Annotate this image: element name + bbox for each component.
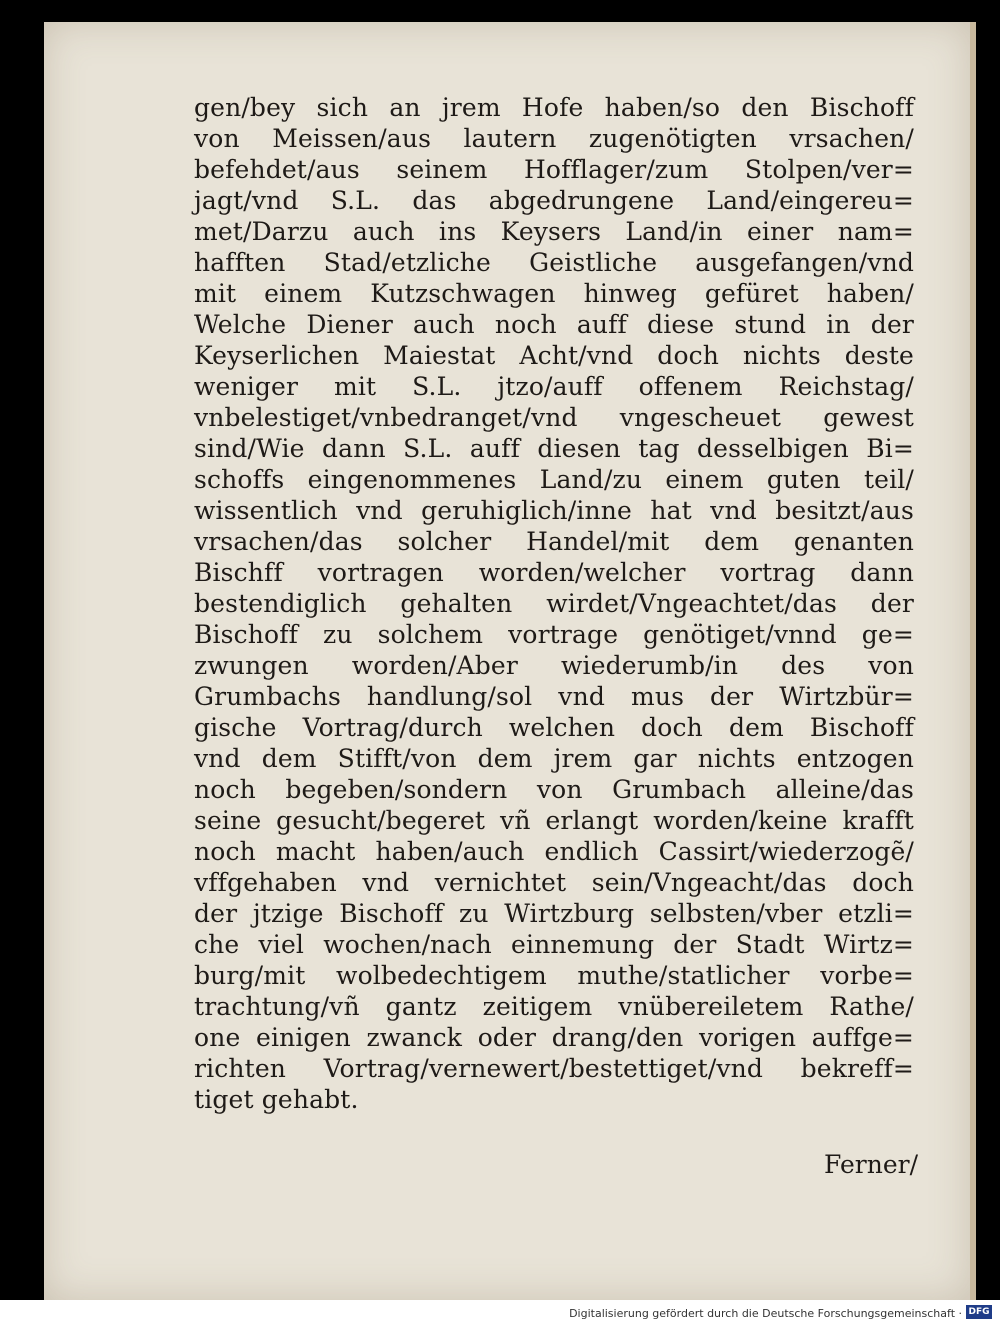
page-text-block (194, 92, 914, 1115)
text-line: jagt/vnd S.L. das abgedrungene Land/eingereu= (194, 186, 914, 215)
text-line: trachtung/vñ gantz zeitigem vnübereiletem Rathe/ (194, 992, 914, 1021)
footer-bar (0, 1300, 1000, 1326)
text-line: vrsachen/das solcher Handel/mit dem genanten (194, 527, 914, 556)
text-line: befehdet/aus seinem Hofflager/zum Stolpen/ver= (194, 155, 914, 184)
text-line: der jtzige Bischoff zu Wirtzburg selbsten/vber etzli= (194, 899, 914, 928)
text-line: sind/Wie dann S.L. auff diesen tag desselbigen Bi= (194, 434, 914, 463)
text-line: Bischoff zu solchem vortrage genötiget/vnnd ge= (194, 620, 914, 649)
text-line: gen/bey sich an jrem Hofe haben/so den Bischoff (194, 93, 914, 122)
text-line: vffgehaben vnd vernichtet sein/Vngeacht/das doch (194, 868, 914, 897)
book-page (44, 22, 976, 1300)
funding-credit: Digitalisierung gefördert durch die Deutsche Forschungsgemeinschaft · (569, 1307, 962, 1320)
text-line: one einigen zwanck oder drang/den vorigen auffge= (194, 1023, 914, 1052)
text-line: vnd dem Stifft/von dem jrem gar nichts entzogen (194, 744, 914, 773)
text-line: hafften Stad/etzliche Geistliche ausgefangen/vnd (194, 248, 914, 277)
text-line: seine gesucht/begeret vñ erlangt worden/keine krafft (194, 806, 914, 835)
dfg-logo-icon: DFG (966, 1305, 992, 1319)
text-line: vnbelestiget/vnbedranget/vnd vngescheuet gewest (194, 403, 914, 432)
text-line: Bischff vortragen worden/welcher vortrag dann (194, 558, 914, 587)
text-line: che viel wochen/nach einnemung der Stadt Wirtz= (194, 930, 914, 959)
text-line: Welche Diener auch noch auff diese stund in der (194, 310, 914, 339)
text-line: bestendiglich gehalten wirdet/Vngeachtet/das der (194, 589, 914, 618)
text-line: wissentlich vnd geruhiglich/inne hat vnd besitzt/aus (194, 496, 914, 525)
catchword: Ferner/ (824, 1150, 918, 1179)
text-line: met/Darzu auch ins Keysers Land/in einer nam= (194, 217, 914, 246)
text-line: noch macht haben/auch endlich Cassirt/wiederzogẽ/ (194, 837, 914, 866)
text-line: gische Vortrag/durch welchen doch dem Bischoff (194, 713, 914, 742)
text-line: Keyserlichen Maiestat Acht/vnd doch nichts deste (194, 341, 914, 370)
text-line: mit einem Kutzschwagen hinweg gefüret haben/ (194, 279, 914, 308)
text-line: Grumbachs handlung/sol vnd mus der Wirtzbür= (194, 682, 914, 711)
text-line: tiget gehabt. (194, 1085, 359, 1114)
text-line: schoffs eingenommenes Land/zu einem guten teil/ (194, 465, 914, 494)
text-line: burg/mit wolbedechtigem muthe/statlicher vorbe= (194, 961, 914, 990)
text-line: weniger mit S.L. jtzo/auff offenem Reichstag/ (194, 372, 914, 401)
text-line: von Meissen/aus lautern zugenötigten vrsachen/ (194, 124, 914, 153)
text-line: richten Vortrag/vernewert/bestettiget/vnd bekreff= (194, 1054, 914, 1083)
text-line: noch begeben/sondern von Grumbach alleine/das (194, 775, 914, 804)
text-line: zwungen worden/Aber wiederumb/in des von (194, 651, 914, 680)
